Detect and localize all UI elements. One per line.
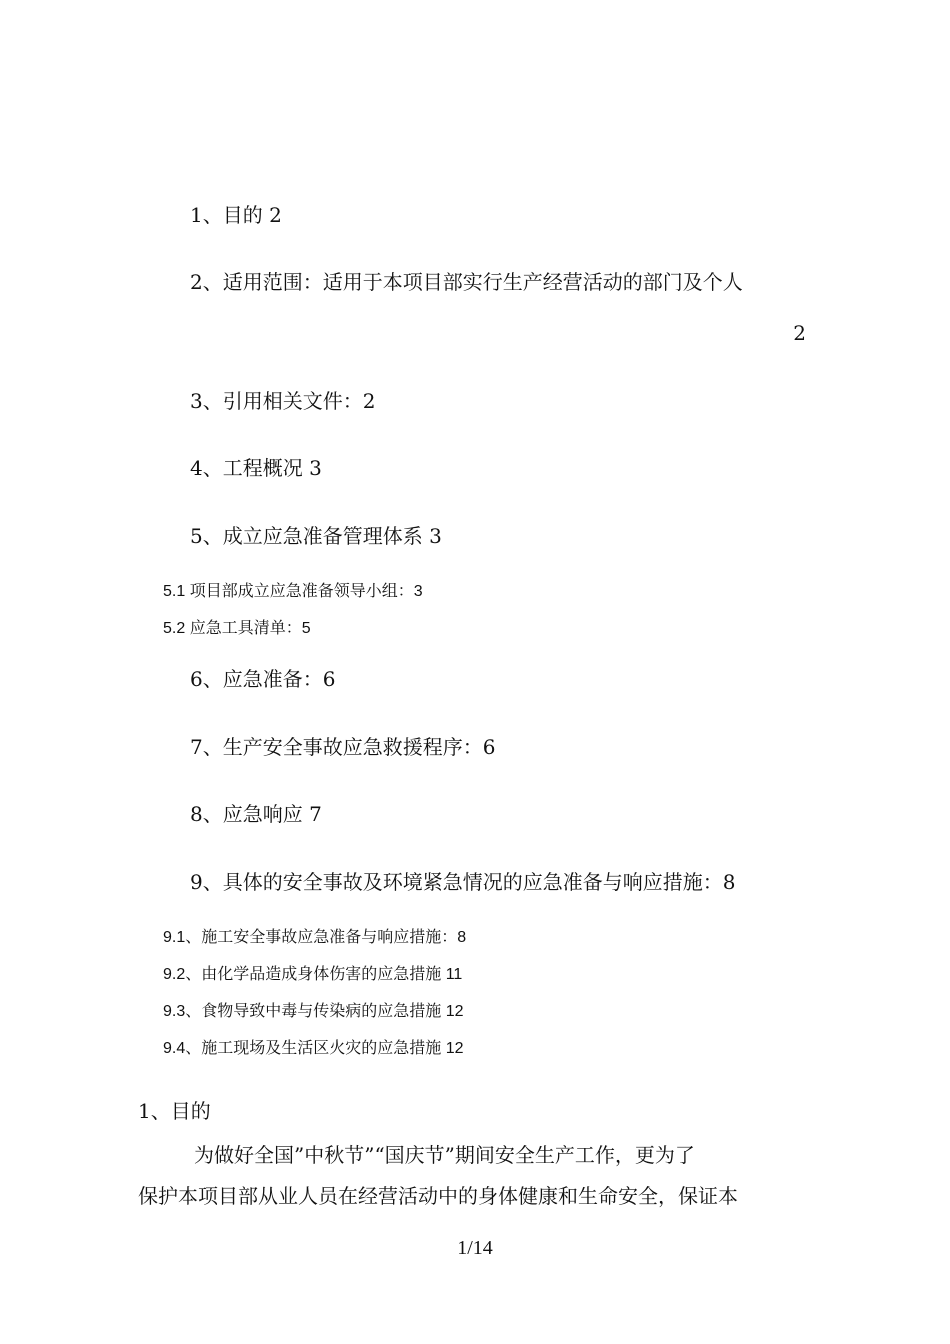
toc-entry-4[interactable]: 4、工程概况 3 [190, 456, 322, 480]
page-number: 1/14 [457, 1237, 493, 1259]
toc-entry-3[interactable]: 3、引用相关文件：2 [190, 389, 376, 413]
toc-entry-7[interactable]: 7、生产安全事故应急救援程序：6 [190, 735, 496, 759]
toc-entry-6[interactable]: 6、应急准备：6 [190, 667, 336, 691]
toc-entry-5-1[interactable]: 5.1 项目部成立应急准备领导小组：3 [163, 583, 423, 600]
toc-entry-2[interactable]: 2、适用范围：适用于本项目部实行生产经营活动的部门及个人 [190, 270, 743, 294]
toc-entry-9[interactable]: 9、具体的安全事故及环境紧急情况的应急准备与响应措施：8 [190, 870, 736, 894]
paragraph-line-1: 为做好全国”中秋节”“国庆节”期间安全生产工作，更为了 [194, 1143, 695, 1167]
toc-entry-9-3[interactable]: 9.3、食物导致中毒与传染病的应急措施 12 [163, 1003, 464, 1020]
toc-entry-1[interactable]: 1、目的 2 [190, 203, 282, 227]
paragraph-line-2: 保护本项目部从业人员在经营活动中的身体健康和生命安全，保证本 [138, 1184, 738, 1208]
section-heading: 1、目的 [138, 1099, 211, 1123]
toc-entry-9-2[interactable]: 9.2、由化学品造成身体伤害的应急措施 11 [163, 966, 463, 983]
toc-entry-9-1[interactable]: 9.1、施工安全事故应急准备与响应措施：8 [163, 929, 467, 946]
toc-entry-2-page: 2 [793, 321, 806, 345]
toc-entry-8[interactable]: 8、应急响应 7 [190, 802, 322, 826]
toc-entry-9-4[interactable]: 9.4、施工现场及生活区火灾的应急措施 12 [163, 1040, 464, 1057]
toc-entry-5-2[interactable]: 5.2 应急工具清单：5 [163, 620, 311, 637]
toc-entry-5[interactable]: 5、成立应急准备管理体系 3 [190, 524, 442, 548]
